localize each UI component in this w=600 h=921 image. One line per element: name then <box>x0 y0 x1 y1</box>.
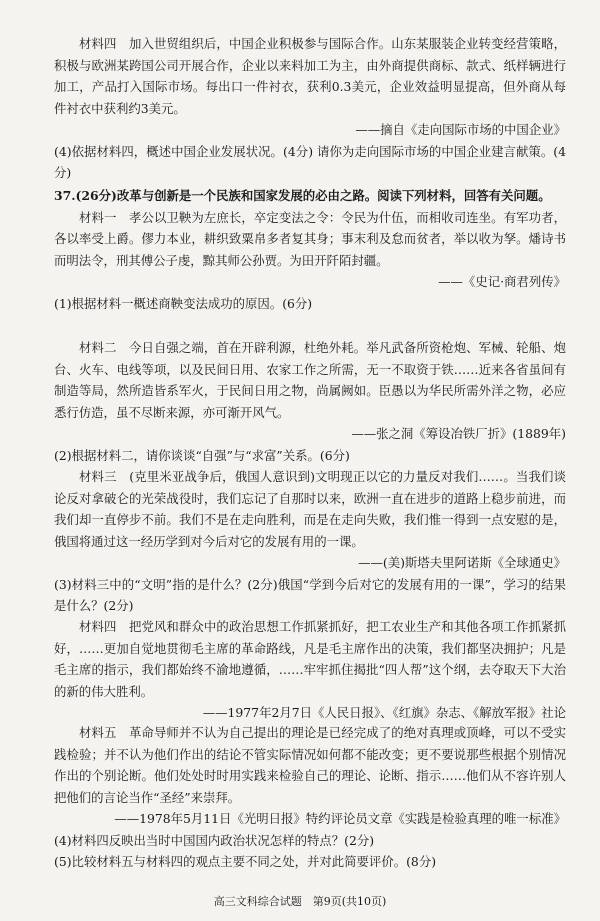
material-5-text: 材料五 革命导师并不认为自己提出的理论是已经完成了的绝对真理或顶峰，可以不受实践检验；并不认为他们作出的结论不管实际情况如何都不能改变；更不要说那些根据个别情况作出的个别论断。他们处处时时用实践来检验自己的理论、论断、指示……他们从不容许别人把他们的言论当作“圣经”来崇拜。 <box>54 725 566 805</box>
question-37-section <box>54 185 566 314</box>
question-2: (2)根据材料二，请你谈谈“自强”与“求富”关系。(6分) <box>54 447 350 463</box>
material-1-text: 材料一 孝公以卫鞅为左庶长，卒定变法之令：令民为什伍，而相收司连坐。有军功者，各以率受上爵。僇力本业，耕织致粟帛多者复其身；事末利及怠而贫者，举以收为孥。燔诗书而明法令，刑其傅公子虔，黥其师公孙贾。为田开阡陌封疆。 <box>54 209 566 268</box>
question-37-intro: 37.(26分)改革与创新是一个民族和国家发展的必由之路。阅读下列材料，回答有关问题。 <box>54 188 551 203</box>
material-2-source: ——张之洞《筹设冶铁厂折》(1889年) <box>351 426 566 441</box>
material-5-source: ——1978年5月11日《光明日报》特约评论员文章《实践是检验真理的唯一标准》 <box>114 811 566 826</box>
material-3-source: ——(美)斯塔夫里阿诺斯《全球通史》 <box>358 555 566 570</box>
material-4-text: 材料四 把党风和群众中的政治思想工作抓紧抓好，把工农业生产和其他各项工作抓紧抓好，……更加自觉地贯彻毛主席的革命路线，凡是毛主席作出的决策，我们都坚决拥护；凡是毛主席的指示，我们都始终不渝地遵循，……牢牢抓住揭批“四人帮”这个纲，去夺取天下大治的新的伟大胜利。 <box>54 619 566 699</box>
material-2-text: 材料二 今日自强之端，首在开辟利源，杜绝外耗。举凡武备所资枪炮、军械、轮船、炮台、火车、电线等项，以及民间日用、农家工作之所需，无一不取资于铁……近来各省虽间有制造等局，然所造皆系军火，于民间日用之物，尚属阙如。臣愚以为华民所需外洋之物，必应悉行仿造，虽不尽断来源，亦可渐开风气。 <box>54 340 566 420</box>
material-4-top-section <box>54 33 566 184</box>
question-1: (1)根据材料一概述商鞅变法成功的原因。(6分) <box>54 295 313 311</box>
material-4-source: ——1977年2月7日《人民日报》、《红旗》杂志、《解放军报》社论 <box>202 705 566 720</box>
question-4-top: (4)依据材料四，概述中国企业发展状况。(4分) 请你为走向国际市场的中国企业建言献策。(4分) <box>54 143 566 180</box>
material-5-section <box>54 722 566 873</box>
material-4-top-source: ——摘自《走向国际市场的中国企业》 <box>355 122 566 137</box>
question-5: (5)比较材料五与材料四的观点主要不同之处，并对此简要评价。(8分) <box>54 854 437 869</box>
material-1-source: ——《史记·商君列传》 <box>438 274 566 289</box>
question-3: (3)材料三中的“文明”指的是什么？(2分)俄国“学到今后对它的发展有用的一课”，学习的结果是什么？(2分) <box>54 576 566 613</box>
question-4: (4)材料四反映出当时中国国内政治状况怎样的特点？(2分) <box>54 832 375 848</box>
page-footer: 高三文科综合试题 第9页(共10页) <box>213 895 387 908</box>
material-2-section <box>54 337 566 466</box>
material-4-section <box>54 616 566 724</box>
material-3-section <box>54 466 566 617</box>
material-4-top-text: 材料四 加入世贸组织后，中国企业积极参与国际合作。山东某服装企业转变经营策略，积极与欧洲某跨国公司开展合作，企业以来料加工为主，由外商提供商标、款式、纸样辆进行加工，产品打入国际市场。每出口一件衬衣，获利0.3美元，企业效益明显提高，但外商从每件衬衣中获利约3美元。 <box>54 36 566 116</box>
material-3-text: 材料三 (克里米亚战争后，俄国人意识到)文明现正以它的力量反对我们……。当我们谈论反对拿破仑的光荣战役时，我们忘记了自那时以来，欧洲一直在进步的道路上稳步前进，而我们却一直停步不前。我们不是在走向胜利，而是在走向失败，我们惟一得到一点安慰的是，俄国将通过这一经历学到对今后对它的发展有用的一课。 <box>54 469 566 549</box>
